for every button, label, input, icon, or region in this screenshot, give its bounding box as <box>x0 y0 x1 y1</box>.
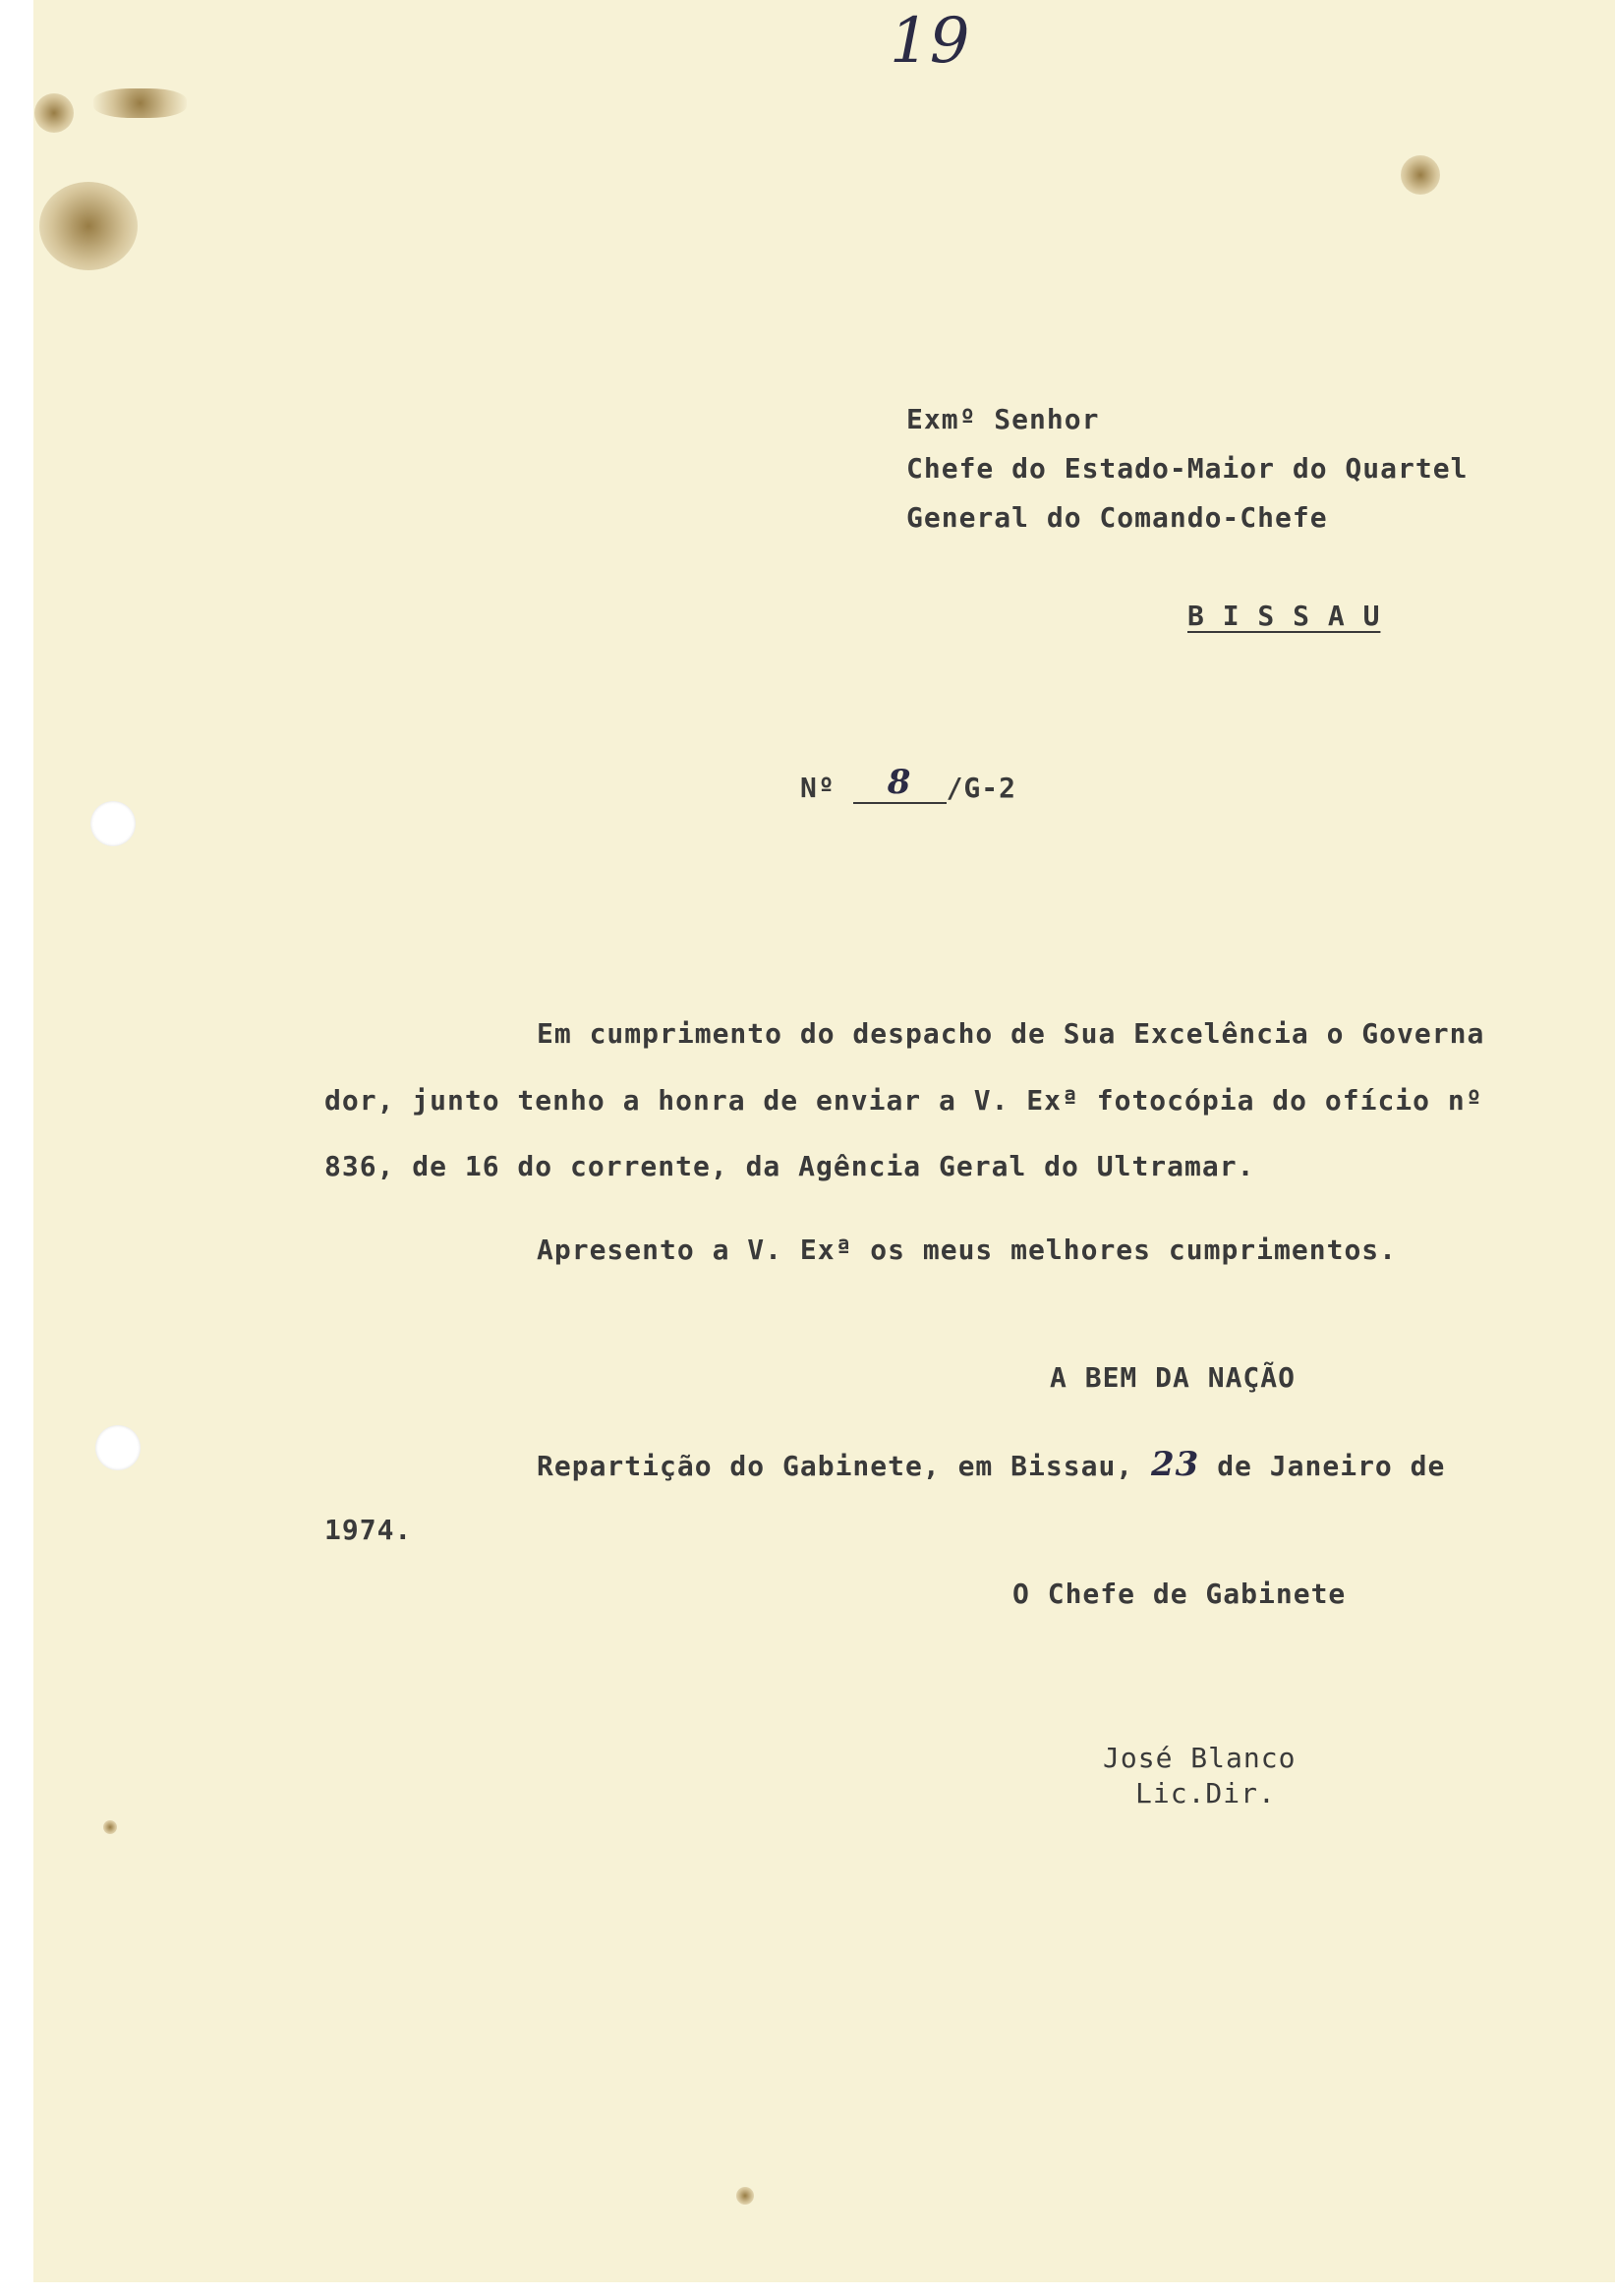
reference-handwritten-number: 8 <box>887 763 912 802</box>
punch-hole <box>90 801 136 846</box>
signatory-name: José Blanco <box>1103 1742 1297 1774</box>
address-line: Chefe do Estado-Maior do Quartel <box>906 452 1469 485</box>
date-handwritten-day: 23 <box>1151 1445 1200 1484</box>
body-paragraph-line: dor, junto tenho a honra de enviar a V. Exª fotocópia do ofício nº <box>324 1084 1483 1117</box>
page-number: 19 <box>890 5 970 78</box>
salutation: Exmº Senhor <box>906 403 1100 435</box>
ink-spot <box>736 2187 754 2205</box>
ink-spot <box>103 1820 117 1834</box>
date-suffix: de Janeiro de <box>1217 1450 1446 1482</box>
body-paragraph-line <box>537 1017 1484 1050</box>
reference-blank <box>853 763 947 804</box>
signatory-title: O Chefe de Gabinete <box>1012 1578 1347 1610</box>
body-paragraph-line: 836, de 16 do corrente, da Agência Geral do Ultramar. <box>324 1150 1255 1182</box>
rust-stain <box>39 182 138 270</box>
reference-prefix: Nº <box>800 772 836 804</box>
date-line <box>537 1445 1445 1484</box>
scan-margin-bottom <box>0 2282 1615 2296</box>
rust-stain <box>1401 155 1440 195</box>
body-text: Em cumprimento do despacho de Sua Excelência o Governa <box>537 1017 1485 1050</box>
address-city: B I S S A U <box>1187 600 1381 632</box>
punch-hole <box>95 1425 141 1470</box>
reference-number <box>800 763 1017 808</box>
motto: A BEM DA NAÇÃO <box>1050 1361 1297 1394</box>
rust-stain <box>34 93 74 133</box>
date-year: 1974. <box>324 1514 413 1546</box>
reference-suffix: /G-2 <box>946 772 1017 804</box>
scan-margin <box>0 0 33 2296</box>
signatory-credential: Lic.Dir. <box>1135 1777 1276 1809</box>
body-paragraph: Apresento a V. Exª os meus melhores cumprimentos. <box>537 1234 1398 1266</box>
date-prefix: Repartição do Gabinete, em Bissau, <box>537 1450 1134 1482</box>
address-line: General do Comando-Chefe <box>906 501 1328 534</box>
rust-stain <box>93 88 187 118</box>
